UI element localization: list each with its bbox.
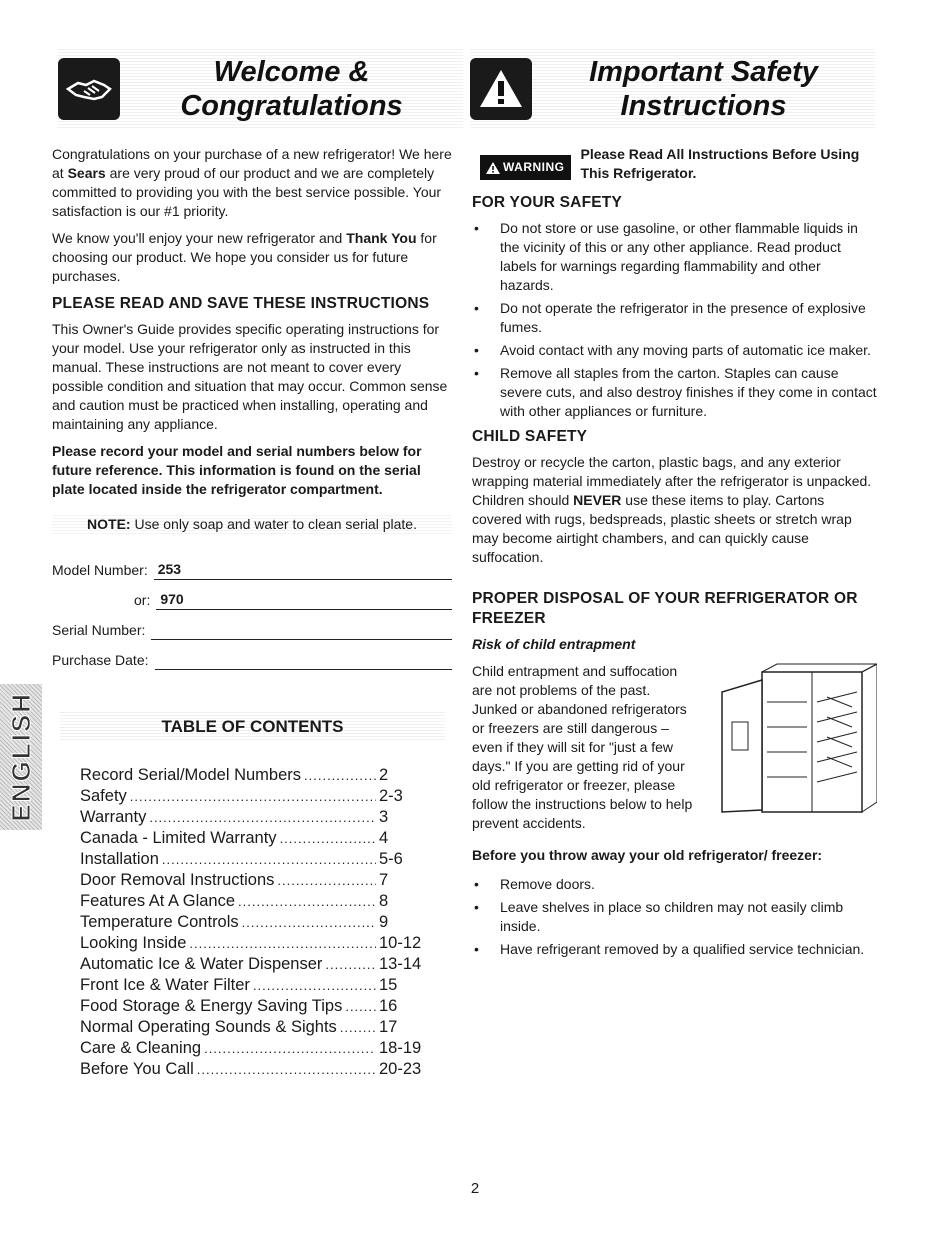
disposal-list [472,875,877,959]
toc-item-title: Automatic Ice & Water Dispenser [80,955,323,973]
toc-item-page: 20-23 [379,1060,422,1078]
list-item: • Avoid contact with any moving parts of automatic ice maker. [472,341,877,360]
risk-subheading: Risk of child entrapment [472,636,636,652]
entrapment-section [472,662,877,840]
toc-item-page: 9 [379,913,389,931]
record-paragraph: Please record your model and serial numbers below for future reference. This information is found on the serial plate located inside the refrigerator compartment. [52,443,422,497]
toc-item-page: 7 [379,871,389,889]
toc-heading: TABLE OF CONTENTS [60,712,445,742]
toc-item-page: 2-3 [379,787,403,805]
toc-item-page: 3 [379,808,389,826]
toc-item [80,933,425,954]
model-number-alt-value: 970 [156,590,452,610]
toc-item-page: 17 [379,1018,398,1036]
toc-leader-dots [189,933,376,954]
language-tab: ENGLISH [0,684,42,830]
toc-leader-dots [197,1059,376,1080]
warning-triangle-icon [470,58,532,120]
intro-paragraph: Congratulations on your purchase of a new refrigerator! We here at Sears are very proud of our product and we are completely committed to providing you with the best service possible. Your satisfaction is our #1 priority. [52,146,452,219]
disposal-heading: PROPER DISPOSAL OF YOUR REFRIGERATOR OR FREEZER [472,590,858,627]
toc-leader-dots [277,870,376,891]
toc-leader-dots [130,786,376,807]
note-paragraph: NOTE: Use only soap and water to clean serial plate. [52,513,452,536]
toc-item [80,954,425,975]
toc-item [80,828,425,849]
header-welcome [58,48,463,130]
thank-you-paragraph: We know you'll enjoy your new refrigerator and Thank You for choosing our product. We hope you consider us for future purchases. [52,230,437,284]
toc-leader-dots [280,828,376,849]
toc-item-title: Record Serial/Model Numbers [80,766,302,784]
toc-item [80,765,425,786]
toc-item-page: 18-19 [379,1039,422,1057]
page-number: 2 [470,1180,480,1197]
safety-list [472,219,877,421]
warning-block [472,145,877,183]
serial-number-value [151,639,452,640]
toc-item [80,975,425,996]
toc-leader-dots [149,807,376,828]
toc-item [80,1059,425,1080]
toc-list [80,765,425,1080]
toc-item [80,1038,425,1059]
purchase-date-field: Purchase Date: [52,640,452,670]
toc-item-page: 4 [379,829,389,847]
child-safety-paragraph: Destroy or recycle the carton, plastic bags, and any exterior wrapping material immediately after the refrigerator is unpacked. Children should NEVER use these items to play. Cartons covered with rugs, bedspreads, plastic sheets or stretch wrap may become airtight chambers, and can quickly cause suffocation. [472,454,872,565]
toc-leader-dots [340,1017,376,1038]
list-item: • Have refrigerant removed by a qualified service technician. [472,940,877,959]
list-item: • Leave shelves in place so children may not easily climb inside. [472,898,877,936]
your-safety-heading: FOR YOUR SAFETY [472,194,622,211]
toc-item-page: 10-12 [379,934,422,952]
toc-item-page: 8 [379,892,389,910]
header-safety [470,48,875,130]
warning-badge: WARNING [480,155,571,180]
toc-item-title: Before You Call [80,1060,194,1078]
toc-item-title: Front Ice & Water Filter [80,976,250,994]
toc-leader-dots [345,996,376,1017]
read-save-heading: PLEASE READ AND SAVE THESE INSTRUCTIONS [52,295,430,312]
toc-item-title: Canada - Limited Warranty [80,829,277,847]
toc-item-page: 16 [379,997,398,1015]
right-column [472,145,877,965]
header-safety-title: Important Safety Instructions [589,56,818,122]
toc-item-page: 2 [379,766,389,784]
toc-item [80,912,425,933]
toc-item-title: Door Removal Instructions [80,871,275,889]
handshake-icon [58,58,120,120]
list-item: • Remove all staples from the carton. Staples can cause severe cuts, and also destroy finishes if they come in contact with other appliances or furniture. [472,364,877,421]
toc-item-title: Care & Cleaning [80,1039,202,1057]
warning-triangle-small-icon [486,162,500,174]
toc-leader-dots [204,1038,376,1059]
toc-item-title: Normal Operating Sounds & Sights [80,1018,337,1036]
toc-item [80,870,425,891]
toc-item-page: 13-14 [379,955,422,973]
toc-item-title: Warranty [80,808,147,826]
toc-item [80,807,425,828]
list-item: • Do not operate the refrigerator in the presence of explosive fumes. [472,299,877,337]
toc-item-title: Installation [80,850,159,868]
warning-text: Please Read All Instructions Before Using This Refrigerator. [580,146,860,181]
guide-paragraph: This Owner's Guide provides specific operating instructions for your model. Use your refrigerator only as instructed in this manual. These instructions are not meant to cover every possible condition and situation that may occur. Common sense and caution must be practiced when installing, operating and maintaining any appliance. [52,321,448,432]
toc-item [80,996,425,1017]
toc-item-title: Looking Inside [80,934,187,952]
toc-leader-dots [242,912,376,933]
purchase-date-value [155,669,453,670]
toc-item-title: Features At A Glance [80,892,236,910]
toc-item [80,849,425,870]
serial-number-field: Serial Number: [52,610,452,640]
toc-item-page: 5-6 [379,850,403,868]
toc-leader-dots [325,954,376,975]
child-safety-heading: CHILD SAFETY [472,428,588,445]
toc-item-title: Food Storage & Energy Saving Tips [80,997,343,1015]
entrapment-paragraph: Child entrapment and suffocation are not problems of the past. Junked or abandoned refrigerators or freezers are still dangerous – even if they will sit for "just a few days." If you are getting rid of your old refrigerator or freezer, please follow the instructions below to help prevent accidents. [472,663,693,831]
toc-item [80,786,425,807]
toc-leader-dots [238,891,376,912]
toc-leader-dots [304,765,376,786]
model-number-alt-field: or: 970 [52,580,452,610]
toc-leader-dots [253,975,376,996]
toc-item-title: Temperature Controls [80,913,239,931]
refrigerator-illustration [702,662,877,827]
toc-item [80,891,425,912]
left-column [52,145,452,670]
toc-item [80,1017,425,1038]
list-item: • Do not store or use gasoline, or other flammable liquids in the vicinity of this or any other appliance. Read product labels for warnings regarding flammability and other hazards. [472,219,877,295]
toc-item-page: 15 [379,976,398,994]
header-welcome-title: Welcome & Congratulations [180,56,403,122]
before-throw-heading: Before you throw away your old refrigerator/ freezer: [472,847,823,863]
model-number-value: 253 [154,560,452,580]
toc-item-title: Safety [80,787,127,805]
toc-leader-dots [162,849,376,870]
model-number-field: Model Number: 253 [52,550,452,580]
list-item: • Remove doors. [472,875,877,894]
